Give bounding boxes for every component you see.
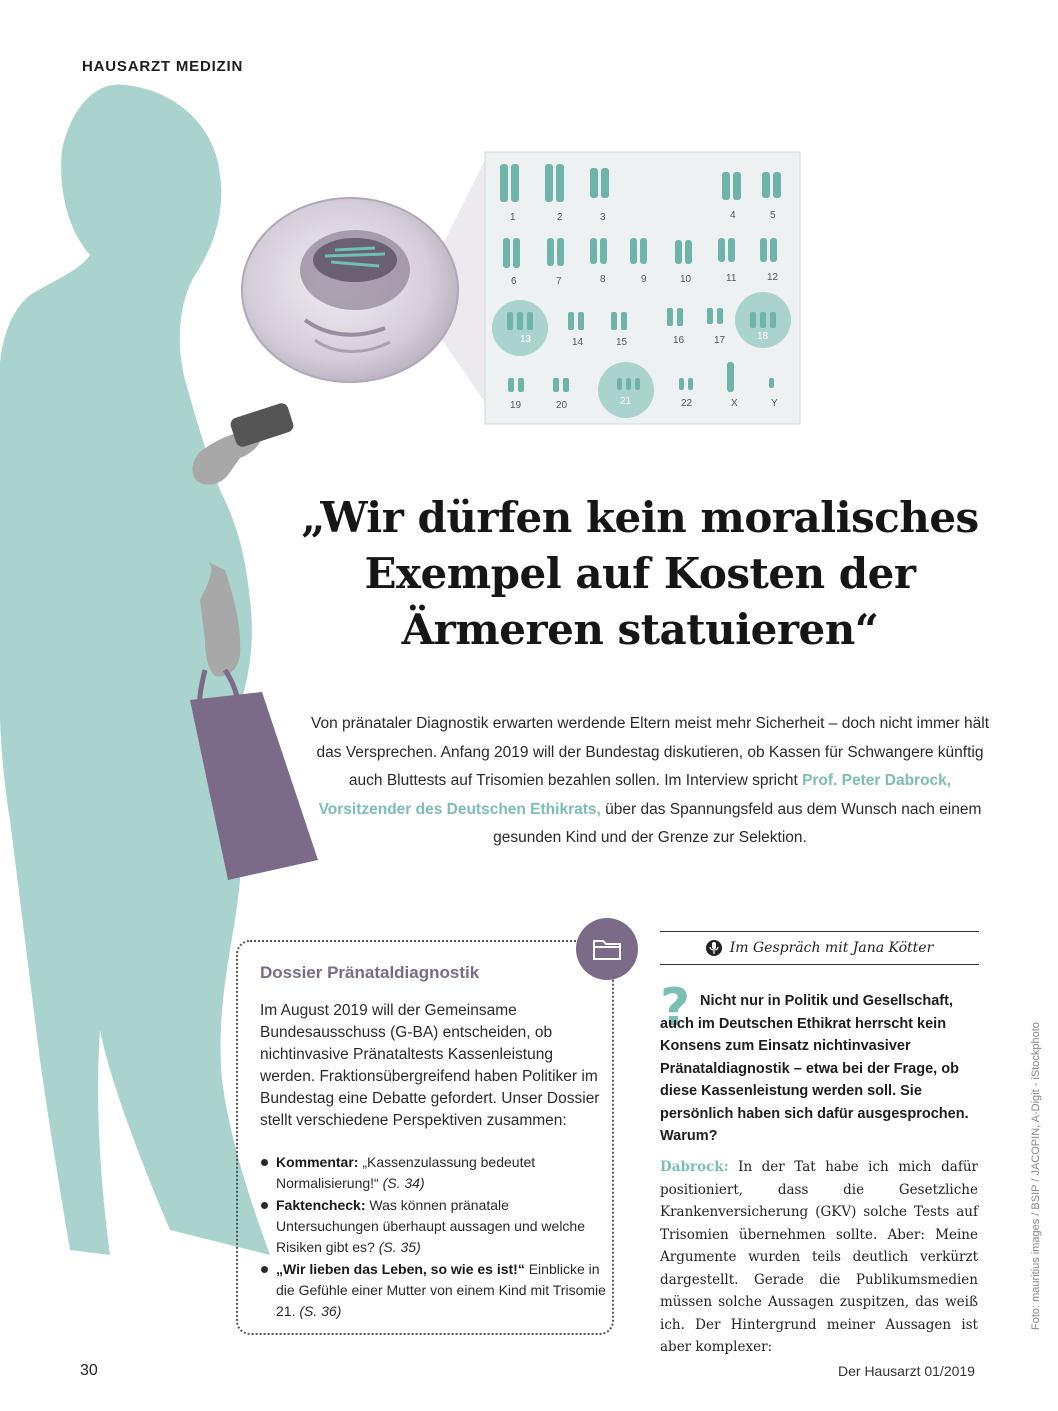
dossier-item-ref: (S. 35)	[378, 1239, 421, 1255]
chromosome-label: Y	[771, 398, 778, 409]
interview-byline: Im Gespräch mit Jana Kötter	[729, 940, 934, 956]
intro-text-before: Von pränataler Diagnostik erwarten werdende Eltern meist mehr Sicherheit – doch nicht immer hält das Versprechen. Anfang 2019 will der Bundestag diskutieren, ob Kassen für Schwangere künftig auch Bluttests auf Trisomien bezahlen sollen. Im Interview spricht	[310, 715, 990, 789]
chromosome-label: 15	[616, 337, 628, 348]
chromosome-label: 5	[770, 210, 776, 221]
headline-line3: Ärmeren statuieren“	[401, 605, 879, 654]
answer-text: In der Tat habe ich mich dafür positioniert, dass die Gesetzliche Krankenversicherung (GKV) solche Tests auf Trisomien übernehmen sollte. Aber: Meine Argumente wurden teils deutlich verkürzt dargestellt. Gerade die Publikumsmedien müssen solche Aussagen zuspitzen, das weiß ich. Der Hintergrund meiner Aussagen ist aber komplexer:	[660, 1159, 978, 1355]
chromosome-label: 21	[620, 396, 632, 407]
dossier-body: Im August 2019 will der Gemeinsame Bundesausschuss (G-BA) entscheiden, ob nichtinvasive Pränataltests Kassenleistung werden. Fraktionsübergreifend haben Politiker im Bundestag eine Debatte gefordert. Unser Dossier stellt verschiedene Perspektiven zusammen:	[260, 1002, 600, 1129]
dossier-title: Dossier Pränataldiagnostik	[260, 963, 480, 982]
chromosome-label: 14	[572, 337, 584, 348]
chromosome-label: 10	[680, 274, 692, 285]
chromosome-label: 3	[600, 212, 606, 223]
dossier-item-label: Kommentar:	[276, 1154, 359, 1170]
answer-speaker: Dabrock:	[660, 1159, 729, 1175]
headline-line2-post: auf Kosten der	[561, 549, 916, 598]
chromosome-label: 12	[767, 272, 779, 283]
chromosome-label: 13	[520, 334, 532, 345]
chromosome-label: 1	[510, 212, 516, 223]
dossier-list	[260, 1152, 610, 1323]
chromosome-label: 17	[714, 335, 726, 346]
chromosome-label: 20	[556, 400, 568, 411]
chromosome-label: 22	[681, 398, 693, 409]
interview-question: Nicht nur in Politik und Gesellschaft, auch im Deutschen Ethikrat herrscht kein Konsens zum Einsatz nichtinvasiver Pränataldiagnostik – etwa bei der Frage, ob diese Kassenleistung werden soll. Sie persönlich haben sich dafür ausgesprochen. Warum?	[660, 993, 969, 1144]
dossier-item-text: Einblicke in die Gefühle einer Mutter von einem Kind mit Trisomie 21.	[276, 1261, 606, 1319]
intro-highlight: Prof. Peter Dabrock, Vorsitzender des Deutschen Ethikrats,	[318, 772, 952, 818]
dossier-item-ref: (S. 34)	[382, 1175, 425, 1191]
dossier-item-text: Was können pränatale Untersuchungen überhaupt aussagen und welche Risiken gibt es?	[276, 1197, 586, 1255]
issue-label: Der Hausarzt 01/2019	[838, 1363, 975, 1379]
chromosome-label: 11	[726, 273, 737, 284]
chromosome-label: 18	[757, 331, 769, 342]
intro-text-after: über das Spannungsfeld aus dem Wunsch nach einem gesunden Kind und der Grenze zur Selektion.	[493, 800, 982, 846]
interview-answer	[660, 1156, 978, 1359]
intro-paragraph	[310, 710, 990, 853]
folder-icon-badge	[576, 918, 638, 980]
microphone-icon	[706, 940, 722, 956]
question-mark: ?	[660, 978, 691, 1038]
chromosome-label: 4	[730, 210, 736, 221]
article-headline	[290, 490, 990, 658]
chromosome-label: 16	[673, 335, 685, 346]
dossier-item-kommentar	[260, 1152, 610, 1194]
chromosome-label: 2	[557, 212, 563, 223]
chromosome-label: 7	[556, 276, 562, 287]
dossier-item-leben	[260, 1259, 610, 1322]
page-number: 30	[80, 1362, 98, 1379]
chromosome-label: 6	[511, 276, 517, 287]
headline-line2-bold: Exempel	[364, 549, 562, 598]
chromosome-label: 9	[641, 274, 647, 285]
chromosome-label: 8	[600, 274, 606, 285]
folder-icon	[592, 937, 622, 961]
dossier-item-ref: (S. 36)	[299, 1303, 342, 1319]
chromosome-label: 19	[510, 400, 522, 411]
headline-line1-pre: „Wir dürfen kein	[301, 493, 701, 542]
chromosome-label: X	[731, 398, 738, 409]
photo-credit: Foto: mauritius images / BSIP / JACOPIN, A-Digit - iStockphoto	[1030, 1022, 1042, 1330]
interview-byline-bar	[660, 931, 979, 965]
dossier-item-faktencheck	[260, 1195, 610, 1258]
dossier-item-label: Faktencheck:	[276, 1197, 366, 1213]
headline-line1-bold: moralisches	[700, 493, 979, 542]
dossier-item-text: „Kassenzulassung bedeutet Normalisierung!“	[276, 1154, 536, 1191]
dossier-item-label: „Wir lieben das Leben, so wie es ist!“	[276, 1261, 525, 1277]
cell-karyogram-illustration	[235, 150, 805, 440]
section-label: HAUSARZT MEDIZIN	[82, 58, 244, 75]
